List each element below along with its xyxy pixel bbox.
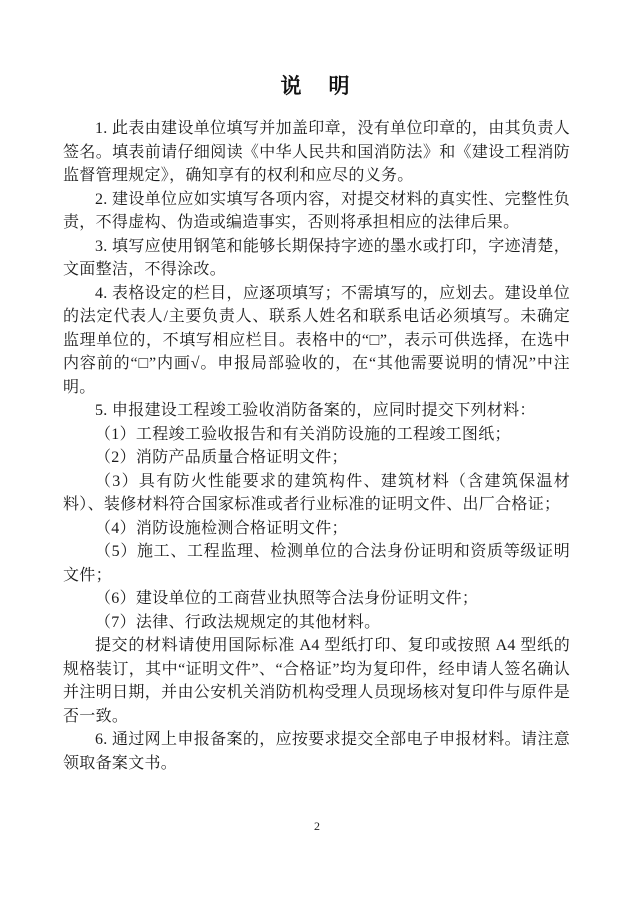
page-title: 说 明 bbox=[280, 74, 353, 98]
paragraph: 提交的材料请使用国际标准 A4 型纸打印、复印或按照 A4 型纸的规格装订，其中“证明文件”、“合格证”均为复印件，经申请人签名确认并注明日期，并由公安机关消防机构受理人员现场核对复印件与原件是否一致。 bbox=[63, 637, 570, 725]
page-number: 2 bbox=[314, 819, 320, 833]
paragraph: 2. 建设单位应如实填写各项内容，对提交材料的真实性、完整性负责，不得虚构、伪造或编造事实，否则将承担相应的法律后果。 bbox=[63, 190, 570, 231]
paragraph: （6）建设单位的工商营业执照等合法身份证明文件； bbox=[95, 590, 479, 607]
document-body bbox=[63, 117, 570, 775]
paragraph: 6. 通过网上申报备案的，应按要求提交全部电子申报材料。请注意领取备案文书。 bbox=[63, 731, 570, 772]
paragraph: 3. 填写应使用钢笔和能够长期保持字迹的墨水或打印，字迹清楚，文面整洁，不得涂改。 bbox=[63, 237, 570, 278]
paragraph: （3）具有防火性能要求的建筑构件、建筑材料（含建筑保温材料）、装修材料符合国家标准或者行业标准的证明文件、出厂合格证； bbox=[63, 472, 570, 513]
paragraph: （2）消防产品质量合格证明文件； bbox=[95, 449, 348, 466]
paragraph: 5. 申报建设工程竣工验收消防备案的，应同时提交下列材料： bbox=[95, 402, 536, 419]
paragraph: 1. 此表由建设单位填写并加盖印章，没有单位印章的，由其负责人签名。填表前请仔细阅读《中华人民共和国消防法》和《建设工程消防监督管理规定》，确知享有的权利和应尽的义务。 bbox=[63, 120, 570, 184]
paragraph: （4）消防设施检测合格证明文件； bbox=[95, 519, 348, 537]
paragraph: （5）施工、工程监理、检测单位的合法身份证明和资质等级证明文件； bbox=[63, 543, 570, 584]
document-content bbox=[63, 70, 570, 775]
paragraph: （1）工程竣工验收报告和有关消防设施的工程竣工图纸； bbox=[95, 425, 511, 443]
paragraph: 4. 表格设定的栏目，应逐项填写；不需填写的，应划去。建设单位的法定代表人/主要负责人、联系人姓名和联系电话必须填写。未确定监理单位的，不填写相应栏目。表格中的“□”，表示可供选择，在选中内容前的“□”内画√。申报局部验收的，在“其他需要说明的情况”中注明。 bbox=[63, 284, 570, 396]
paragraph: （7）法律、行政法规规定的其他材料。 bbox=[95, 613, 381, 631]
